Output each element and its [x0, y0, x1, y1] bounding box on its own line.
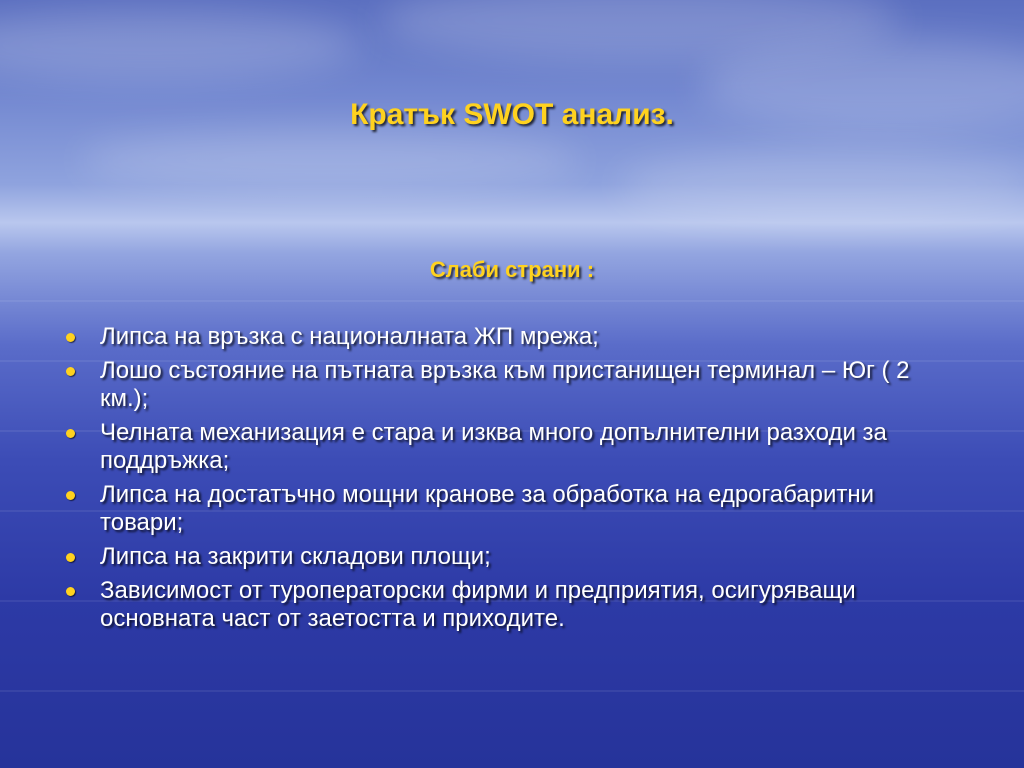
list-item-text: Липса на закрити складови площи; [100, 543, 491, 570]
list-item [62, 419, 962, 475]
list-item-text: Зависимост от туроператорски фирми и предприятия, осигуряващи основната част от заетостта и приходите. [100, 577, 856, 632]
bullet-icon [66, 491, 75, 500]
list-item-text: Липса на достатъчно мощни кранове за обработка на едрогабаритни товари; [100, 481, 875, 536]
bullet-list [62, 323, 962, 639]
list-item-text: Липса на връзка с националната ЖП мрежа; [100, 323, 599, 350]
list-item [62, 481, 962, 537]
slide-title: Кратък SWOT анализ. [350, 98, 674, 131]
list-item [62, 543, 962, 571]
slide-subtitle: Слаби страни : [429, 257, 595, 282]
bullet-icon [66, 587, 75, 596]
list-item [62, 577, 962, 633]
bullet-icon [66, 553, 75, 562]
bullet-icon [66, 367, 75, 376]
list-item [62, 357, 962, 413]
bullet-icon [66, 429, 75, 438]
list-item [62, 323, 962, 351]
list-item-text: Челната механизация е стара и изква много допълнителни разходи за поддръжка; [100, 419, 887, 474]
list-item-text: Лошо състояние на пътната връзка към пристанищен терминал – Юг ( 2 км.); [100, 357, 910, 412]
bullet-icon [66, 333, 75, 342]
